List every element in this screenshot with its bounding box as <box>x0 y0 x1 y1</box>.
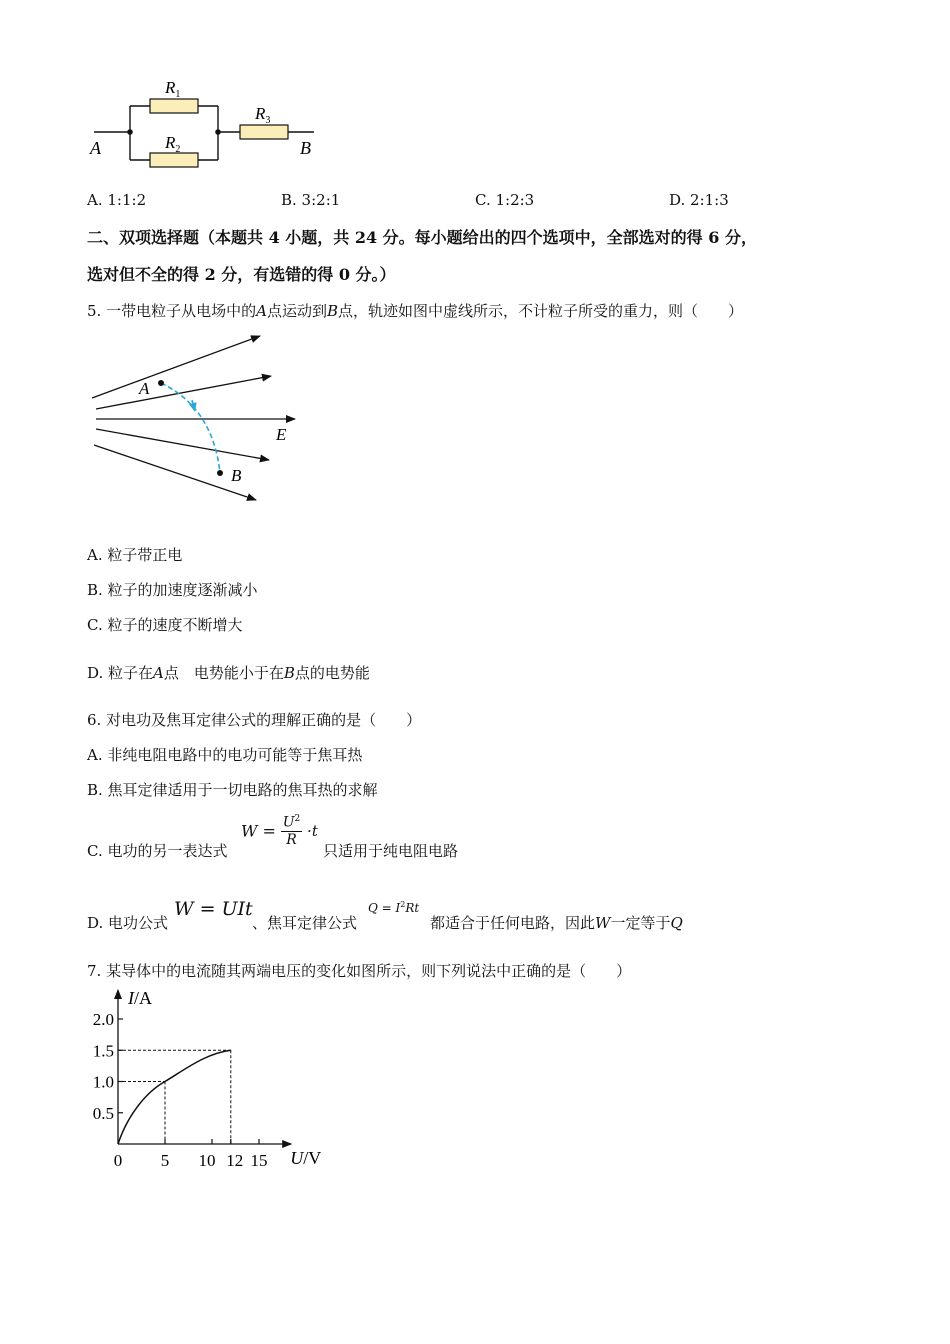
q6-option-d[interactable]: D. 电功公式 <box>87 914 169 932</box>
x-tick-label: 10 <box>198 1151 216 1170</box>
q4-option-b[interactable]: B. 3:2:1 <box>281 191 341 209</box>
x-tick-label: 12 <box>226 1151 244 1170</box>
resistor-r1 <box>150 99 198 113</box>
field-line-1 <box>92 336 260 398</box>
label-r1: $R_1$ <box>165 78 181 100</box>
q5-option-b[interactable]: B. 粒子的加速度逐渐减小 <box>87 581 258 599</box>
label-a: A <box>90 138 101 158</box>
x-axis-label: U/V <box>290 1148 322 1168</box>
q5-option-d[interactable]: D. 粒子在A点 电势能小于在B点的电势能 <box>87 664 370 682</box>
q6-option-c-post: 只适用于纯电阻电路 <box>323 842 459 860</box>
q5-option-c[interactable]: C. 粒子的速度不断增大 <box>87 616 243 634</box>
iv-curve <box>118 1050 231 1144</box>
x-tick-label: 0 <box>113 1151 123 1170</box>
q6-option-a[interactable]: A. 非纯电阻电路中的电功可能等于焦耳热 <box>87 746 363 764</box>
y-tick-label: 0.5 <box>92 1103 114 1123</box>
circuit-diagram <box>88 72 328 184</box>
q7-stem: 7. 某导体中的电流随其两端电压的变化如图所示，则下列说法中正确的是（ ） <box>87 962 632 980</box>
y-tick-label: 1.0 <box>92 1072 114 1092</box>
field-line-4 <box>96 429 269 460</box>
resistor-r2 <box>150 153 198 167</box>
label-r3: $R_3$ <box>255 104 271 126</box>
q6-option-d-mid: 、焦耳定律公式 <box>252 914 358 932</box>
section-title-line2: 选对但不全的得 2 分，有选错的得 0 分。） <box>87 265 396 284</box>
q6-option-c[interactable]: C. 电功的另一表达式 <box>87 842 228 860</box>
q6-option-d-post: 都适合于任何电路，因此W一定等于Q <box>430 914 683 932</box>
label-r2: $R_2$ <box>165 133 181 155</box>
electric-field-figure <box>88 328 303 508</box>
joule-formula: $Q = I^2Rt$ <box>368 900 420 915</box>
work-formula: W = $\frac{U^2}{R}$ ·t <box>241 814 318 848</box>
q4-option-c[interactable]: C. 1:2:3 <box>475 191 535 209</box>
section-title-line1: 二、双项选择题（本题共 4 小题，共 24 分。每小题给出的四个选项中，全部选对的得 6 分， <box>87 228 757 247</box>
q4-option-d[interactable]: D. 2:1:3 <box>669 191 729 209</box>
label-b: B <box>300 138 311 158</box>
y-axis-label: I/A <box>128 988 152 1008</box>
q6-option-b[interactable]: B. 焦耳定律适用于一切电路的焦耳热的求解 <box>87 781 378 799</box>
y-tick-label: 2.0 <box>92 1010 114 1029</box>
y-tick-label: 1.5 <box>92 1041 114 1061</box>
q5-option-a[interactable]: A. 粒子带正电 <box>87 546 183 564</box>
x-tick-label: 5 <box>160 1151 170 1170</box>
resistor-r3 <box>240 125 288 139</box>
work-formula-uit: W = UIt <box>174 898 253 920</box>
iv-chart <box>80 984 350 1176</box>
q6-stem: 6. 对电功及焦耳定律公式的理解正确的是（ ） <box>87 711 422 729</box>
q4-option-a[interactable]: A. 1:1:2 <box>87 191 147 209</box>
field-line-2 <box>96 376 271 409</box>
q5-stem: 5. 一带电粒子从电场中的A点运动到B点，轨迹如图中虚线所示，不计粒子所受的重力，则（ ） <box>87 302 743 320</box>
point-a-label: A <box>139 379 150 398</box>
point-b-label: B <box>231 466 242 485</box>
x-tick-label: 15 <box>250 1151 268 1170</box>
trajectory-path <box>161 383 220 473</box>
field-e-label: E <box>276 425 287 444</box>
